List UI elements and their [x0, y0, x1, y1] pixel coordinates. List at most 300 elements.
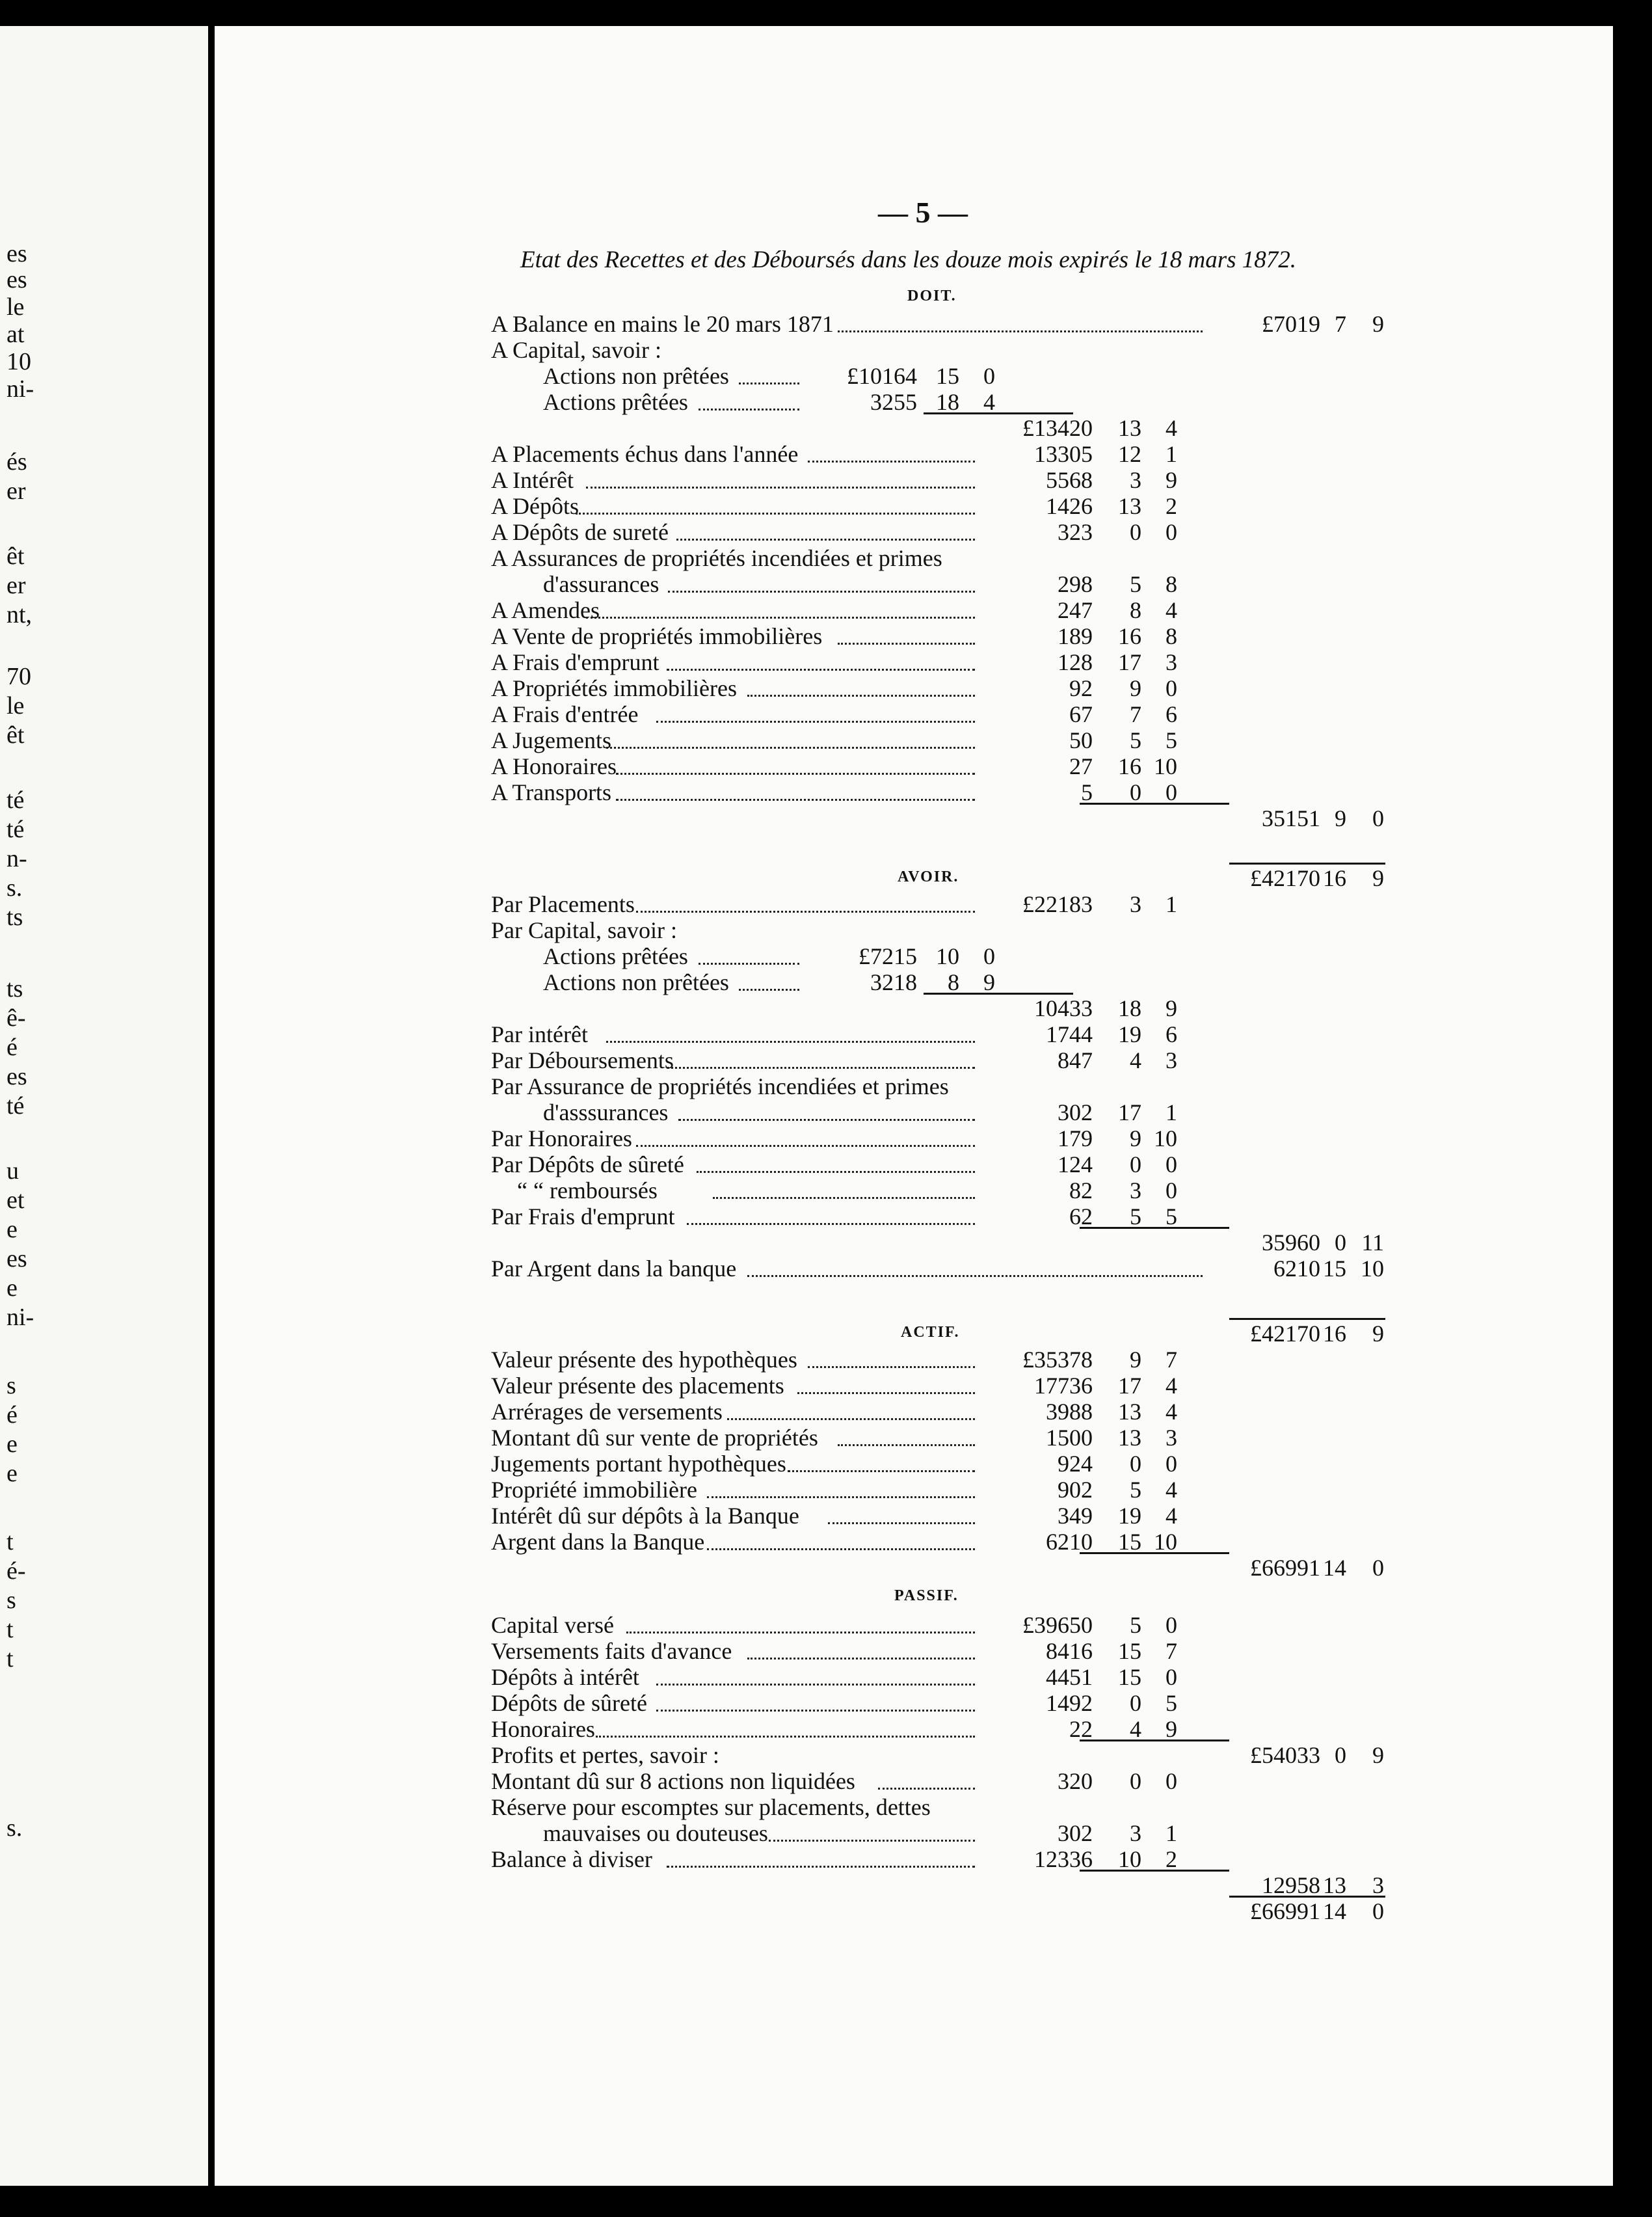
leader-dots — [636, 911, 975, 913]
table-row — [0, 1373, 1652, 1399]
amount-pounds: 35151 — [1262, 805, 1320, 831]
row-label: Par Déboursements — [491, 1047, 674, 1073]
total-rule — [1080, 1870, 1229, 1872]
row-label: A Honoraires — [491, 753, 617, 779]
amount-pence: 0 — [1166, 1612, 1177, 1638]
leader-dots — [707, 1496, 976, 1498]
amount-pence: 1 — [1166, 441, 1177, 467]
leader-dots — [596, 1736, 975, 1738]
table-row — [0, 805, 1652, 831]
leader-dots — [699, 409, 800, 410]
amount-pence: 0 — [1166, 1151, 1177, 1177]
row-label: A Jugements — [491, 727, 611, 753]
leader-dots — [707, 1548, 976, 1550]
row-label: Propriété immobilière — [491, 1477, 697, 1503]
amount-pence: 9 — [1372, 1321, 1384, 1347]
row-label: A Propriétés immobilières — [491, 675, 737, 701]
amount-shillings: 18 — [1118, 995, 1141, 1021]
leader-dots — [838, 643, 975, 645]
table-row — [0, 467, 1652, 493]
amount-pence: 4 — [1166, 1399, 1177, 1425]
total-rule — [1229, 863, 1385, 865]
table-row — [0, 1073, 1652, 1099]
leader-dots — [838, 330, 1203, 332]
table-row — [0, 1846, 1652, 1872]
table-row — [0, 1716, 1652, 1742]
amount-pounds: 50 — [1069, 727, 1093, 753]
amount-shillings: 15 — [936, 363, 959, 389]
row-label: A Capital, savoir : — [491, 337, 661, 363]
amount-shillings: 16 — [1118, 753, 1141, 779]
leader-dots — [667, 1067, 976, 1069]
row-label: Par Capital, savoir : — [491, 917, 677, 943]
margin-fragment: es — [7, 266, 27, 293]
leader-dots — [878, 1788, 975, 1790]
table-row — [0, 1047, 1652, 1073]
amount-pounds: 3255 — [870, 389, 917, 415]
margin-fragment: es — [7, 1245, 27, 1272]
amount-pence: 0 — [1166, 519, 1177, 545]
margin-fragment: 70 — [7, 663, 31, 690]
margin-fragment: é- — [7, 1557, 26, 1585]
amount-pence: 7 — [1166, 1638, 1177, 1664]
margin-fragment: le — [7, 293, 25, 321]
row-label: Intérêt dû sur dépôts à la Banque — [491, 1503, 799, 1529]
row-label: Arrérages de versements — [491, 1399, 723, 1425]
amount-pence: 9 — [1166, 1716, 1177, 1742]
table-row — [0, 943, 1652, 969]
row-label: Montant dû sur 8 actions non liquidées — [491, 1768, 855, 1794]
row-label: A Frais d'entrée — [491, 701, 639, 727]
amount-pounds: 1744 — [1046, 1021, 1093, 1047]
margin-fragment: er — [7, 477, 26, 505]
margin-fragment: t — [7, 1616, 14, 1643]
section-heading-actif: ACTIF. — [901, 1324, 960, 1341]
total-rule — [1229, 1896, 1385, 1898]
row-label: Montant dû sur vente de propriétés — [491, 1425, 818, 1451]
amount-shillings: 9 — [1130, 1125, 1141, 1151]
table-row — [0, 1125, 1652, 1151]
amount-pence: 4 — [1166, 1477, 1177, 1503]
amount-shillings: 3 — [1130, 1820, 1141, 1846]
row-label: d'assurances — [543, 571, 659, 597]
table-row — [0, 1820, 1652, 1846]
amount-pounds: £66991 — [1250, 1898, 1320, 1924]
row-label: A Dépôts de sureté — [491, 519, 669, 545]
amount-pence: 0 — [1166, 1177, 1177, 1203]
table-row — [0, 1151, 1652, 1177]
amount-shillings: 19 — [1118, 1503, 1141, 1529]
amount-pence: 1 — [1166, 1099, 1177, 1125]
amount-shillings: 0 — [1130, 779, 1141, 805]
amount-shillings: 13 — [1118, 493, 1141, 519]
amount-pounds: 8416 — [1046, 1638, 1093, 1664]
amount-pence: 7 — [1166, 1347, 1177, 1373]
amount-pounds: £66991 — [1250, 1555, 1320, 1581]
amount-pence: 9 — [1166, 995, 1177, 1021]
amount-shillings: 0 — [1335, 1742, 1346, 1768]
row-label: Par Assurance de propriétés incendiées et primes — [491, 1073, 949, 1099]
table-row — [0, 891, 1652, 917]
amount-pounds: £7215 — [859, 943, 917, 969]
amount-shillings: 17 — [1118, 1099, 1141, 1125]
margin-fragment: é — [7, 1034, 18, 1061]
row-label: Par Dépôts de sûreté — [491, 1151, 684, 1177]
leader-dots — [808, 461, 976, 463]
row-label: Valeur présente des placements — [491, 1373, 784, 1399]
amount-pence: 3 — [1166, 1047, 1177, 1073]
margin-fragment: té — [7, 786, 25, 814]
total-rule — [924, 412, 1073, 414]
amount-shillings: 10 — [936, 943, 959, 969]
margin-fragment: nt, — [7, 601, 33, 628]
amount-shillings: 14 — [1323, 1555, 1346, 1581]
table-row — [0, 623, 1652, 649]
table-row — [0, 1529, 1652, 1555]
amount-pounds: 128 — [1058, 649, 1093, 675]
amount-shillings: 10 — [1118, 1846, 1141, 1872]
amount-shillings: 5 — [1130, 1477, 1141, 1503]
margin-fragment: n- — [7, 845, 27, 872]
leader-dots — [656, 1684, 975, 1686]
amount-pence: 11 — [1361, 1229, 1384, 1256]
amount-pence: 4 — [983, 389, 995, 415]
margin-fragment: es — [7, 240, 27, 267]
amount-pence: 10 — [1154, 753, 1177, 779]
amount-pounds: 323 — [1058, 519, 1093, 545]
amount-shillings: 0 — [1130, 1690, 1141, 1716]
margin-fragment: et — [7, 1187, 25, 1214]
amount-pence: 0 — [1166, 779, 1177, 805]
amount-shillings: 0 — [1335, 1229, 1346, 1256]
leader-dots — [586, 617, 976, 619]
table-row — [0, 1872, 1652, 1898]
amount-shillings: 19 — [1118, 1021, 1141, 1047]
amount-shillings: 14 — [1323, 1898, 1346, 1924]
amount-pounds: 17736 — [1034, 1373, 1093, 1399]
table-row — [0, 779, 1652, 805]
amount-pence: 0 — [1166, 1451, 1177, 1477]
amount-pounds: 847 — [1058, 1047, 1093, 1073]
margin-fragment: ts — [7, 975, 23, 1002]
margin-fragment: e — [7, 1274, 18, 1302]
amount-shillings: 0 — [1130, 519, 1141, 545]
row-label: Valeur présente des hypothèques — [491, 1347, 797, 1373]
row-label: A Transports — [491, 779, 612, 805]
amount-pence: 2 — [1166, 493, 1177, 519]
amount-shillings: 3 — [1130, 1177, 1141, 1203]
table-row — [0, 701, 1652, 727]
amount-pounds: 902 — [1058, 1477, 1093, 1503]
row-label: Réserve pour escomptes sur placements, dettes — [491, 1794, 931, 1820]
amount-pounds: 62 — [1069, 1203, 1093, 1229]
margin-fragment: té — [7, 1092, 25, 1120]
amount-shillings: 5 — [1130, 571, 1141, 597]
amount-shillings: 12 — [1118, 441, 1141, 467]
amount-pounds: 3988 — [1046, 1399, 1093, 1425]
table-row — [0, 1099, 1652, 1125]
margin-fragment: té — [7, 816, 25, 843]
table-row — [0, 493, 1652, 519]
margin-fragment: êt — [7, 543, 25, 570]
amount-pounds: £39650 — [1022, 1612, 1093, 1638]
table-row — [0, 519, 1652, 545]
amount-pounds: 12336 — [1034, 1846, 1093, 1872]
amount-shillings: 0 — [1130, 1151, 1141, 1177]
amount-pounds: £10164 — [847, 363, 917, 389]
row-label: Par Frais d'emprunt — [491, 1203, 675, 1229]
amount-shillings: 16 — [1323, 1321, 1346, 1347]
table-row — [0, 727, 1652, 753]
amount-pence: 9 — [1372, 311, 1384, 337]
amount-pounds: 349 — [1058, 1503, 1093, 1529]
leader-dots — [586, 487, 976, 489]
amount-shillings: 9 — [1130, 1347, 1141, 1373]
document-title: Etat des Recettes et des Déboursés dans les douze mois expirés le 18 mars 1872. — [520, 247, 1297, 273]
table-row — [0, 1638, 1652, 1664]
row-label: A Intérêt — [491, 467, 574, 493]
row-label: “ “ remboursés — [517, 1177, 658, 1203]
row-label: A Dépôts — [491, 493, 579, 519]
amount-pence: 9 — [1372, 865, 1384, 891]
amount-pounds: £42170 — [1250, 1321, 1320, 1347]
amount-pence: 0 — [1372, 1555, 1384, 1581]
row-label: Par Argent dans la banque — [491, 1256, 737, 1282]
amount-pence: 2 — [1166, 1846, 1177, 1872]
row-label: Dépôts de sûreté — [491, 1690, 647, 1716]
leader-dots — [838, 1444, 975, 1446]
amount-pence: 4 — [1166, 415, 1177, 441]
table-row — [0, 649, 1652, 675]
amount-shillings: 9 — [1130, 675, 1141, 701]
amount-pence: 9 — [1372, 1742, 1384, 1768]
row-label: A Amendes — [491, 597, 600, 623]
amount-pence: 5 — [1166, 727, 1177, 753]
section-heading-doit: DOIT. — [907, 288, 957, 304]
section-heading-passif: PASSIF. — [894, 1587, 959, 1604]
row-label: A Assurances de propriétés incendiées et primes — [491, 545, 942, 571]
amount-shillings: 13 — [1118, 1425, 1141, 1451]
amount-pounds: 124 — [1058, 1151, 1093, 1177]
amount-pence: 9 — [1166, 467, 1177, 493]
amount-pence: 0 — [1372, 805, 1384, 831]
leader-dots — [656, 721, 975, 723]
table-row — [0, 1742, 1652, 1768]
amount-pounds: 189 — [1058, 623, 1093, 649]
table-row — [0, 545, 1652, 571]
table-row — [0, 1347, 1652, 1373]
leader-dots — [678, 1119, 976, 1121]
leader-dots — [739, 383, 800, 384]
amount-pounds: 22 — [1069, 1716, 1093, 1742]
table-row — [0, 917, 1652, 943]
leader-dots — [697, 1171, 975, 1173]
amount-pounds: 4451 — [1046, 1664, 1093, 1690]
total-rule — [1080, 1552, 1229, 1554]
amount-pence: 1 — [1166, 1820, 1177, 1846]
page-number: — 5 — — [878, 196, 968, 229]
row-label: Par Placements — [491, 891, 635, 917]
amount-shillings: 5 — [1130, 1612, 1141, 1638]
amount-pounds: 302 — [1058, 1820, 1093, 1846]
leader-dots — [828, 1522, 976, 1524]
amount-pounds: £54033 — [1250, 1742, 1320, 1768]
table-row — [0, 995, 1652, 1021]
leader-dots — [713, 1197, 976, 1199]
table-row — [0, 1768, 1652, 1794]
leader-dots — [739, 989, 800, 991]
row-label: Jugements portant hypothèques — [491, 1451, 786, 1477]
table-row — [0, 865, 1652, 891]
leader-dots — [667, 1866, 976, 1868]
amount-pence: 1 — [1166, 891, 1177, 917]
amount-pounds: £35378 — [1022, 1347, 1093, 1373]
amount-pounds: 302 — [1058, 1099, 1093, 1125]
amount-pence: 9 — [983, 969, 995, 995]
leader-dots — [616, 799, 975, 801]
margin-fragment: u — [7, 1157, 19, 1185]
leader-dots — [606, 747, 976, 749]
table-row — [0, 675, 1652, 701]
section-heading-avoir: AVOIR. — [898, 868, 959, 885]
amount-pounds: 3218 — [870, 969, 917, 995]
table-row — [0, 311, 1652, 337]
table-row — [0, 969, 1652, 995]
amount-pence: 0 — [983, 363, 995, 389]
amount-pence: 4 — [1166, 597, 1177, 623]
amount-shillings: 0 — [1130, 1768, 1141, 1794]
table-row — [0, 1229, 1652, 1256]
total-rule — [924, 993, 1073, 995]
amount-shillings: 8 — [1130, 597, 1141, 623]
table-row — [0, 1203, 1652, 1229]
amount-pounds: 6210 — [1273, 1256, 1320, 1282]
total-rule — [1229, 1318, 1385, 1320]
leader-dots — [668, 591, 975, 593]
amount-pounds: 1492 — [1046, 1690, 1093, 1716]
row-label: Dépôts à intérêt — [491, 1664, 639, 1690]
leader-dots — [636, 1145, 975, 1147]
row-label: Par Honoraires — [491, 1125, 632, 1151]
amount-pence: 10 — [1154, 1529, 1177, 1555]
margin-fragment: ni- — [7, 375, 34, 403]
amount-shillings: 15 — [1118, 1664, 1141, 1690]
amount-pence: 5 — [1166, 1203, 1177, 1229]
leader-dots — [797, 1392, 975, 1394]
amount-shillings: 13 — [1323, 1872, 1346, 1898]
margin-fragment: s. — [7, 1814, 23, 1842]
amount-shillings: 8 — [948, 969, 959, 995]
amount-pence: 8 — [1166, 623, 1177, 649]
amount-shillings: 5 — [1130, 727, 1141, 753]
leader-dots — [616, 773, 975, 775]
amount-pence: 8 — [1166, 571, 1177, 597]
row-label: A Balance en mains le 20 mars 1871 — [491, 311, 834, 337]
amount-shillings: 3 — [1130, 467, 1141, 493]
amount-pence: 3 — [1166, 1425, 1177, 1451]
table-row — [0, 1477, 1652, 1503]
amount-pence: 0 — [1166, 675, 1177, 701]
row-label: Actions prêtées — [543, 389, 688, 415]
amount-pounds: 92 — [1069, 675, 1093, 701]
amount-pounds: 82 — [1069, 1177, 1093, 1203]
margin-fragment: e — [7, 1460, 18, 1487]
leader-dots — [667, 669, 976, 671]
row-label: Par intérêt — [491, 1021, 588, 1047]
row-label: Actions prêtées — [543, 943, 688, 969]
amount-pounds: £13420 — [1022, 415, 1093, 441]
table-row — [0, 363, 1652, 389]
amount-shillings: 7 — [1130, 701, 1141, 727]
margin-fragment: es — [7, 1063, 27, 1090]
amount-pounds: 320 — [1058, 1768, 1093, 1794]
margin-fragment: êt — [7, 721, 25, 749]
table-row — [0, 1321, 1652, 1347]
margin-fragment: ê- — [7, 1004, 26, 1032]
margin-fragment: ni- — [7, 1304, 34, 1331]
amount-shillings: 17 — [1118, 1373, 1141, 1399]
table-row — [0, 1664, 1652, 1690]
margin-fragment: e — [7, 1431, 18, 1458]
amount-pounds: 67 — [1069, 701, 1093, 727]
leader-dots — [769, 1840, 975, 1842]
table-row — [0, 1690, 1652, 1716]
margin-fragment: le — [7, 692, 25, 719]
margin-fragment: s — [7, 1587, 16, 1614]
margin-fragment: s. — [7, 874, 23, 902]
leader-dots — [747, 1275, 1203, 1277]
amount-pence: 10 — [1361, 1256, 1384, 1282]
margin-fragment: és — [7, 448, 27, 476]
table-row — [0, 571, 1652, 597]
table-row — [0, 337, 1652, 363]
total-rule — [1080, 1740, 1229, 1741]
margin-fragment: t — [7, 1645, 14, 1673]
amount-shillings: 0 — [1130, 1451, 1141, 1477]
amount-pence: 5 — [1166, 1690, 1177, 1716]
amount-shillings: 16 — [1118, 623, 1141, 649]
leader-dots — [656, 1710, 975, 1712]
row-label: Versements faits d'avance — [491, 1638, 732, 1664]
leader-dots — [699, 963, 800, 965]
table-row — [0, 1555, 1652, 1581]
amount-pence: 4 — [1166, 1373, 1177, 1399]
amount-shillings: 9 — [1335, 805, 1346, 831]
amount-shillings: 16 — [1323, 865, 1346, 891]
amount-pounds: 12958 — [1262, 1872, 1320, 1898]
amount-pence: 0 — [1166, 1664, 1177, 1690]
amount-pounds: £22183 — [1022, 891, 1093, 917]
row-label: Capital versé — [491, 1612, 614, 1638]
amount-shillings: 13 — [1118, 415, 1141, 441]
leader-dots — [747, 1658, 976, 1659]
leader-dots — [626, 1632, 976, 1633]
table-row — [0, 441, 1652, 467]
table-row — [0, 1612, 1652, 1638]
table-row — [0, 1021, 1652, 1047]
row-label: Actions non prêtées — [543, 969, 729, 995]
leader-dots — [687, 1223, 976, 1225]
total-rule — [1080, 803, 1229, 805]
amount-pounds: £7019 — [1262, 311, 1320, 337]
amount-pounds: 5 — [1081, 779, 1093, 805]
amount-pence: 0 — [1372, 1898, 1384, 1924]
amount-pence: 6 — [1166, 1021, 1177, 1047]
row-label: d'asssurances — [543, 1099, 669, 1125]
leader-dots — [747, 695, 976, 697]
row-label: Honoraires — [491, 1716, 595, 1742]
table-row — [0, 1256, 1652, 1282]
